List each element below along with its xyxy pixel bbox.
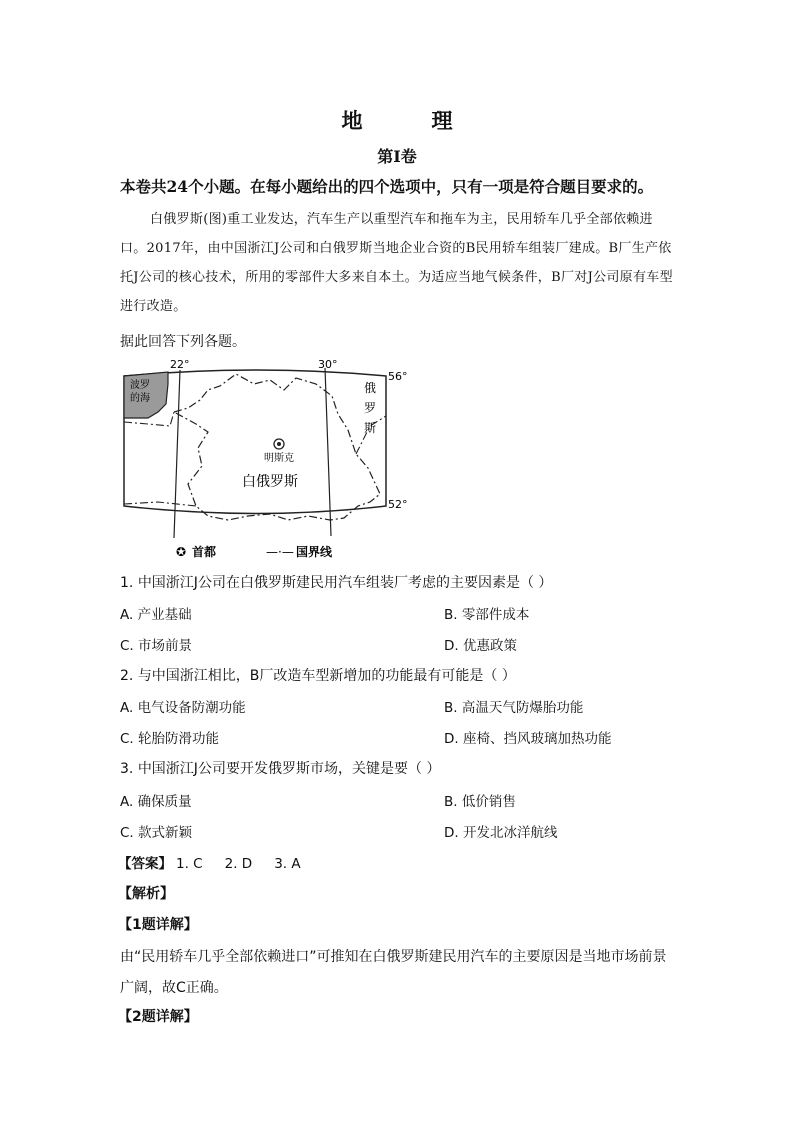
belarus-map <box>118 356 418 566</box>
question-2: 2. 与中国浙江相比，B厂改造车型新增加的功能最有可能是（ ） <box>120 668 516 684</box>
russia-label-2: 罗 <box>364 401 377 415</box>
instructions: 本卷共24个小题。在每小题给出的四个选项中，只有一项是符合题目要求的。 <box>120 177 654 196</box>
detail-1-text: 由“民用轿车几乎全部依赖进口”可推知在白俄罗斯建民用汽车的主要原因是当地市场前景广阔，故C正确。 <box>120 949 667 996</box>
answer-1: 1. C <box>176 856 203 872</box>
answer-label: 【答案】 <box>118 856 172 872</box>
q3-option-c[interactable]: C. 款式新颖 <box>120 825 193 841</box>
page-title: 地 理 <box>341 108 477 133</box>
sea-label-2: 的海 <box>130 393 150 404</box>
legend-capital-label: 首都 <box>192 545 217 559</box>
sea-label-1: 波罗 <box>130 380 150 391</box>
answer-3: 3. A <box>274 856 301 872</box>
lon-30-label: 30° <box>318 358 338 371</box>
lon-22-label: 22° <box>170 358 190 371</box>
analysis-label: 【解析】 <box>118 886 174 902</box>
detail-2-label: 【2题详解】 <box>118 1009 198 1025</box>
lat-56-label: 56° <box>388 370 408 383</box>
intro-paragraph: 白俄罗斯(图)重工业发达，汽车生产以重型汽车和拖车为主，民用轿车几乎全部依赖进口。2017年，由中国浙江J公司和白俄罗斯当地企业合资的B民用轿车组装厂建成。B厂生产依托J公司的核心技术，所用的零部件大多来自本土。为适应当地气候条件，B厂对J公司原有车型进行改造。 <box>120 212 673 314</box>
answer-2: 2. D <box>224 856 253 872</box>
question-3: 3. 中国浙江J公司要开发俄罗斯市场，关键是要（ ） <box>120 761 441 777</box>
russia-label-1: 俄 <box>364 381 377 395</box>
q3-option-d[interactable]: D. 开发北冰洋航线 <box>444 825 558 841</box>
q2-option-a[interactable]: A. 电气设备防潮功能 <box>120 700 246 716</box>
section-title: 第Ⅰ卷 <box>377 147 417 166</box>
q2-option-c[interactable]: C. 轮胎防滑功能 <box>120 731 220 747</box>
answer-line <box>118 852 301 872</box>
q3-option-a[interactable]: A. 确保质量 <box>120 794 192 810</box>
capital-label: 明斯克 <box>264 453 294 464</box>
q1-option-d[interactable]: D. 优惠政策 <box>444 638 517 654</box>
q3-option-b[interactable]: B. 低价销售 <box>444 794 516 810</box>
q1-option-b[interactable]: B. 零部件成本 <box>444 607 530 623</box>
lat-52-label: 52° <box>388 498 408 511</box>
question-prompt: 据此回答下列各题。 <box>120 334 246 350</box>
legend-capital-icon: ✪ <box>176 545 187 559</box>
country-label: 白俄罗斯 <box>242 474 298 490</box>
detail-1-label: 【1题详解】 <box>118 917 198 933</box>
q2-option-b[interactable]: B. 高温天气防爆胎功能 <box>444 700 584 716</box>
question-1: 1. 中国浙江J公司在白俄罗斯建民用汽车组装厂考虑的主要因素是（ ） <box>120 575 553 591</box>
q2-option-d[interactable]: D. 座椅、挡风玻璃加热功能 <box>444 731 612 747</box>
russia-label-3: 斯 <box>364 421 377 435</box>
legend-border-icon: —·— <box>266 545 294 559</box>
q1-option-a[interactable]: A. 产业基础 <box>120 607 192 623</box>
q1-option-c[interactable]: C. 市场前景 <box>120 638 193 654</box>
legend-border-label: 国界线 <box>296 545 333 559</box>
